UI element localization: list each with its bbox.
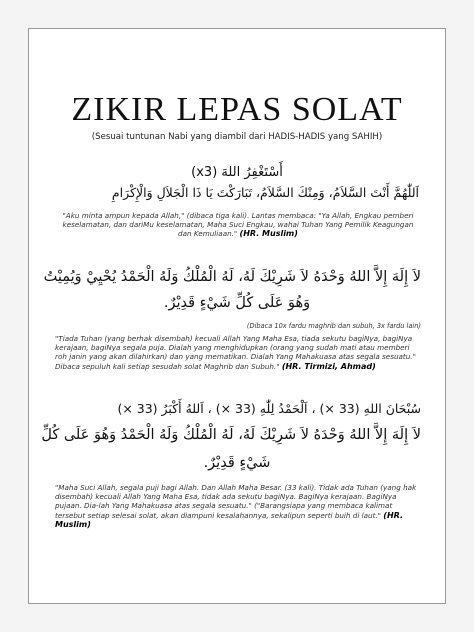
arabic-tahlil-line-3: لاَ إِلَهَ إِلاَّ اللهُ وَحْدَهُ لاَ شَرِيْكَ لَهُ، لَهُ الْمُلْكُ وَلَهُ الْحَمْدُ وَهُوَ عَلَى كُلِّ	[41, 427, 421, 443]
arabic-tahlil-line-4: شَيْءٍ قَدِيْرٌ.	[203, 455, 271, 471]
arabic-allahumma-antas-salam: اَللّٰهُمَّ أَنْتَ السَّلاَمُ، وَمِنْكَ السَّلاَمُ، تَبَارَكْتَ يَا ذَا الْجَلاَلِ وَالْإِكْرَامِ	[111, 185, 419, 200]
arabic-istighfar: أَسْتَغْفِرُ اللهَ (x3)	[191, 165, 283, 180]
source-1: (HR. Muslim)	[239, 229, 298, 239]
translation-2-text: "Tiada Tuhan (yang berhak disembah) kecuali Allah Yang Maha Esa, tiada sekutu bagiNya, bagiNya kerajaan, bagiNya segala puja. Dialah yang menghidupkan (orang yang sudah mati atau memberi roh janin yang akan dilahirkan) dan yang mematikan. Dialah Yang Mahakuasa atas segala sesuatu." Dibaca sepuluh kali setiap sesudah solat Maghrib dan Subuh."	[55, 334, 416, 371]
source-3: (HR. Muslim)	[55, 510, 403, 529]
source-2: (HR. Tirmizi, Ahmad)	[281, 361, 376, 371]
translation-1	[55, 211, 421, 239]
reading-note: (Dibaca 10x fardu maghrib dan subuh, 3x fardu lain)	[246, 322, 421, 330]
document-page	[28, 28, 446, 604]
translation-1-text: "Aku minta ampun kepada Allah," (dibaca tiga kali). Lantas membaca: "Ya Allah, Engkau pemberi keselamatan, dan dariMu keselamatan, Maha Suci Engkau, wahai Tuhan Yang Pemilik Keagungan dan Kemuliaan."	[62, 211, 414, 239]
translation-3-text: "Maha Suci Allah, segala puji bagi Allah. Dan Allah Maha Besar. (33 kali). Tidak ada Tuhan (yang hak disembah) kecuali Allah Yang Maha Esa, tidak ada sekutu bagiNya. BagiNya kerajaan. BagiNya pujaan. Dia-lah Yang Mahakuasa atas segala sesuatu." ("Barangsiapa yang membaca kalimat tersebut setiap selesai solat, akan diampuni kesalahannya, sekalipun seperti buih di laut."	[55, 483, 417, 520]
arabic-tahlil-line-2: وَهُوَ عَلَى كُلِّ شَيْءٍ قَدِيْرٌ.	[163, 295, 311, 311]
arabic-tahlil-line-1: لاَ إِلَهَ إِلاَّ اللهُ وَحْدَهُ لاَ شَرِيْكَ لَهُ، لَهُ الْمُلْكُ وَلَهُ الْحَمْدُ يُحْيِيْ وَيُمِيْتُ	[43, 269, 421, 285]
page-subtitle: (Sesuai tuntunan Nabi yang diambil dari HADIS-HADIS yang SAHIH)	[91, 132, 383, 142]
translation-2	[55, 334, 421, 371]
translation-3	[55, 483, 421, 529]
arabic-tasbih-tahmid-takbir: سُبْحَانَ اللهِ (33 ×) ، اَلْحَمْدُ لِلّٰهِ (33 ×) ، اَللهُ أَكْبَرُ (33 ×)	[117, 401, 421, 416]
page-title: ZIKIR LEPAS SOLAT	[71, 91, 403, 128]
